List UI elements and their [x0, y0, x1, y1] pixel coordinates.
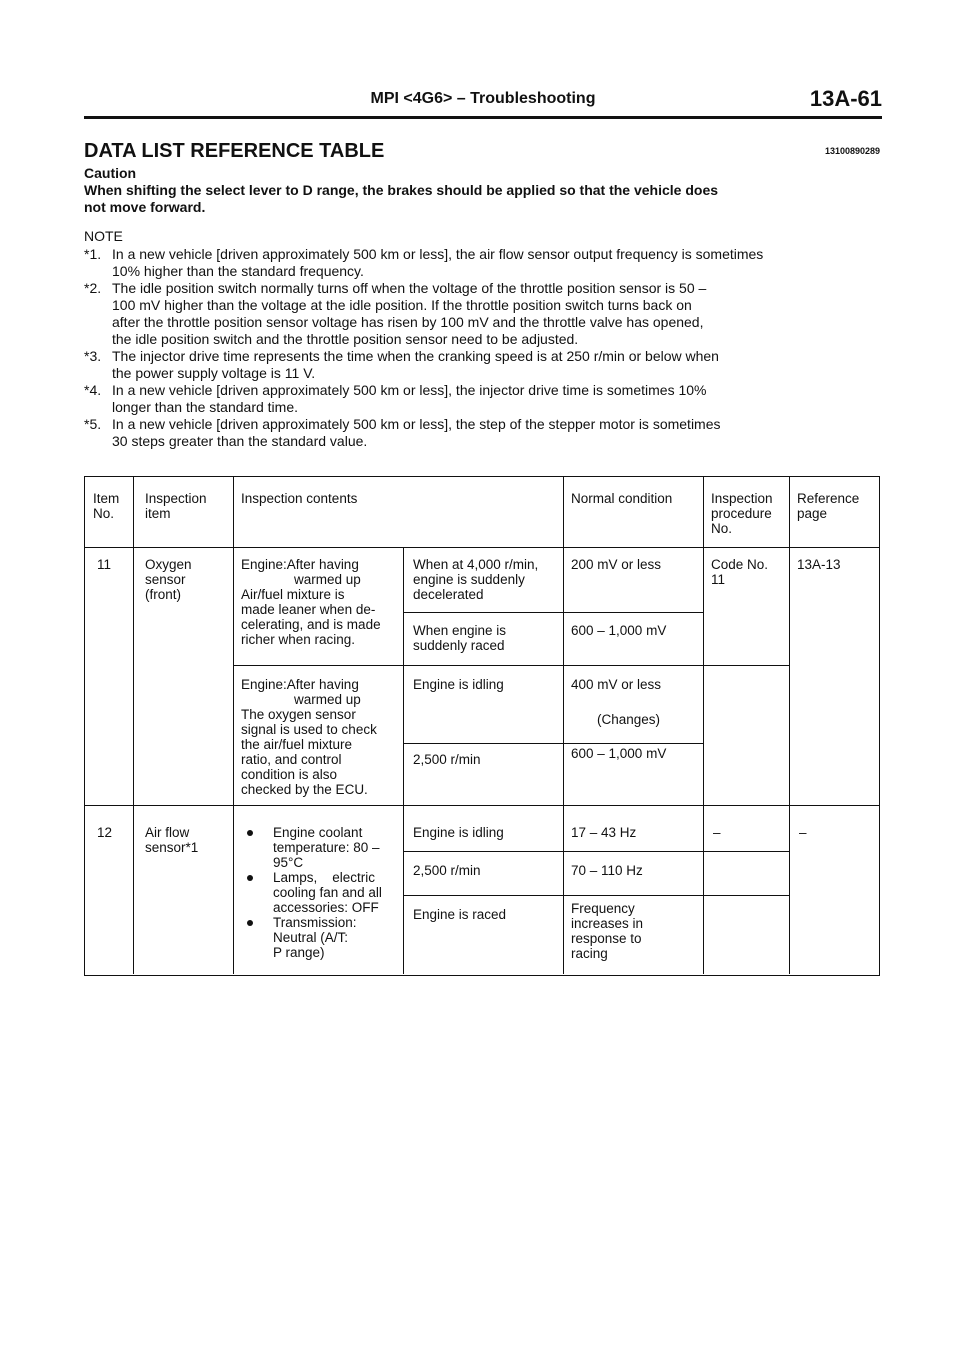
- cell-line: made leaner when de-: [241, 602, 376, 617]
- note-line: the idle position switch and the throttle position sensor need to be adjusted.: [112, 331, 579, 347]
- cell-line: ratio, and control: [241, 752, 342, 767]
- page-header: [84, 86, 882, 119]
- row11-normal-b2: 600 – 1,000 mV: [571, 746, 667, 761]
- bullet-dot-icon: [247, 830, 253, 836]
- header-inspection-contents: Inspection contents: [241, 491, 358, 506]
- condition-bullet: [241, 825, 382, 870]
- cell-line: response to: [571, 931, 642, 946]
- cell-line: 11: [711, 572, 726, 587]
- cell-line: Transmission:: [273, 915, 357, 930]
- cell-line: Lamps, electric: [273, 870, 376, 885]
- cell-line: sensor: [145, 572, 186, 587]
- row11-item-no: 11: [97, 557, 112, 572]
- cell-line: warmed up: [294, 692, 361, 707]
- note-line: In a new vehicle [driven approximately 500 km or less], the injector drive time is sometimes 10%: [112, 382, 707, 398]
- row11-procedure-no: [711, 557, 768, 587]
- note-mark: *5.: [84, 416, 102, 432]
- header-line: No.: [93, 506, 115, 521]
- row11-sub-a2: [413, 623, 506, 653]
- row12-item-no: 12: [97, 825, 113, 840]
- condition-bullet: [241, 870, 382, 915]
- cell-line: cooling fan and all: [273, 885, 382, 900]
- header-line: item: [145, 506, 171, 521]
- row11-item: [145, 557, 192, 602]
- caution-line: When shifting the select lever to D range, the brakes should be applied so that the vehicle does: [84, 182, 719, 198]
- row12-item: [145, 825, 198, 855]
- cell-line: Engine:After having: [241, 557, 359, 572]
- row11-normal-a1: 200 mV or less: [571, 557, 662, 572]
- cell-line: increases in: [571, 916, 644, 931]
- row12-normal3: [571, 901, 643, 961]
- row12-sub1: Engine is idling: [413, 825, 504, 840]
- note-title: NOTE: [84, 228, 123, 244]
- row12-sub3: Engine is raced: [413, 907, 507, 922]
- caution-title: Caution: [84, 165, 137, 181]
- note-mark: *1.: [84, 246, 102, 262]
- note-item: [84, 348, 882, 382]
- cell-line: suddenly raced: [413, 638, 505, 653]
- header-line: Inspection: [711, 491, 773, 506]
- cell-line: accessories: OFF: [273, 900, 379, 915]
- note-line: In a new vehicle [driven approximately 500 km or less], the step of the stepper motor is sometimes: [112, 416, 721, 432]
- note-line: 30 steps greater than the standard value.: [112, 433, 368, 449]
- section-title: DATA LIST REFERENCE TABLE: [84, 140, 385, 162]
- cell-line: When at 4,000 r/min,: [413, 557, 539, 572]
- note-line: after the throttle position sensor voltage has risen by 100 mV and the throttle valve has opened,: [112, 314, 704, 330]
- cell-line: Air flow: [145, 825, 190, 840]
- cell-line: engine is suddenly: [413, 572, 525, 587]
- header-inspection-item: [145, 491, 207, 521]
- cell-line: signal is used to check: [241, 722, 377, 737]
- row12-normal1: 17 – 43 Hz: [571, 825, 637, 840]
- caution-block: [84, 165, 882, 216]
- table-divider: [789, 477, 790, 974]
- note-line: The idle position switch normally turns off when the voltage of the throttle position sensor is 50 –: [112, 280, 707, 296]
- table-divider: [403, 895, 789, 896]
- cell-line: temperature: 80 –: [273, 840, 380, 855]
- cell-line: condition is also: [241, 767, 338, 782]
- cell-line: the air/fuel mixture: [241, 737, 353, 752]
- header-line: Reference: [797, 491, 860, 506]
- row12-reference-page: –: [799, 825, 807, 840]
- caution-line: not move forward.: [84, 199, 206, 215]
- cell-line: Engine coolant: [273, 825, 363, 840]
- row12-sub2: 2,500 r/min: [413, 863, 481, 878]
- table-divider: [133, 477, 134, 974]
- table-divider: [233, 477, 234, 974]
- table-divider: [403, 743, 703, 744]
- note-mark: *2.: [84, 280, 102, 296]
- note-item: [84, 280, 882, 348]
- row11-sub-b2: 2,500 r/min: [413, 752, 481, 767]
- table-divider: [403, 851, 789, 852]
- row11-condition-b: [241, 677, 377, 797]
- condition-bullet: [241, 915, 382, 960]
- row11-sub-b1: Engine is idling: [413, 677, 504, 692]
- note-line: In a new vehicle [driven approximately 500 km or less], the air flow sensor output frequency is sometimes: [112, 246, 764, 262]
- note-block: [84, 228, 882, 450]
- cell-line: When engine is: [413, 623, 507, 638]
- table-divider: [563, 477, 564, 974]
- table-divider: [233, 665, 789, 666]
- row11-normal-changes: (Changes): [597, 712, 661, 727]
- cell-line: sensor*1: [145, 840, 199, 855]
- cell-line: decelerated: [413, 587, 484, 602]
- document-id: 13100890289: [824, 146, 880, 156]
- note-item: [84, 382, 882, 416]
- header-line: page: [797, 506, 828, 521]
- bullet-dot-icon: [247, 875, 253, 881]
- row11-sub-a1: [413, 557, 538, 602]
- cell-line: 95°C: [273, 855, 304, 870]
- cell-line: warmed up: [294, 572, 361, 587]
- header-reference-page: [797, 491, 859, 521]
- row11-normal-a2: 600 – 1,000 mV: [571, 623, 667, 638]
- table-divider: [85, 805, 879, 806]
- cell-line: (front): [145, 587, 182, 602]
- cell-line: checked by the ECU.: [241, 782, 368, 797]
- header-line: Item: [93, 491, 120, 506]
- data-list-reference-table: [84, 476, 880, 976]
- cell-line: racing: [571, 946, 608, 961]
- header-title: MPI <4G6> – Troubleshooting: [370, 90, 596, 107]
- cell-line: Oxygen: [145, 557, 192, 572]
- bullet-dot-icon: [247, 920, 253, 926]
- cell-line: Air/fuel mixture is: [241, 587, 345, 602]
- note-line: 10% higher than the standard frequency.: [112, 263, 364, 279]
- row11-normal-b1: 400 mV or less: [571, 677, 662, 692]
- cell-line: celerating, and is made: [241, 617, 381, 632]
- note-line: 100 mV higher than the voltage at the idle position. If the throttle position switch turns back on: [112, 297, 692, 313]
- cell-line: P range): [273, 945, 325, 960]
- note-item: [84, 416, 882, 450]
- row12-conditions: [241, 825, 382, 960]
- header-line: No.: [711, 521, 733, 536]
- header-line: procedure: [711, 506, 772, 521]
- row11-condition-a: [241, 557, 381, 647]
- note-mark: *4.: [84, 382, 102, 398]
- page-number: 13A-61: [809, 86, 882, 111]
- row12-normal2: 70 – 110 Hz: [571, 863, 643, 878]
- cell-line: The oxygen sensor: [241, 707, 356, 722]
- header-procedure-no: [711, 491, 773, 536]
- row11-reference-page: 13A-13: [797, 557, 841, 572]
- note-mark: *3.: [84, 348, 102, 364]
- note-line: longer than the standard time.: [112, 399, 299, 415]
- cell-line: Engine:After having: [241, 677, 359, 692]
- note-line: the power supply voltage is 11 V.: [112, 365, 316, 381]
- table-divider: [703, 477, 704, 974]
- table-divider: [85, 547, 879, 548]
- row12-procedure-no: –: [713, 825, 721, 840]
- cell-line: Frequency: [571, 901, 635, 916]
- cell-line: Neutral (A/T:: [273, 930, 349, 945]
- note-item: [84, 246, 882, 280]
- header-item-no: [93, 491, 119, 521]
- cell-line: Code No.: [711, 557, 769, 572]
- cell-line: richer when racing.: [241, 632, 356, 647]
- header-line: Inspection: [145, 491, 207, 506]
- table-divider: [403, 612, 703, 613]
- header-normal-condition: Normal condition: [571, 491, 673, 506]
- note-line: The injector drive time represents the time when the cranking speed is at 250 r/min or below when: [112, 348, 719, 364]
